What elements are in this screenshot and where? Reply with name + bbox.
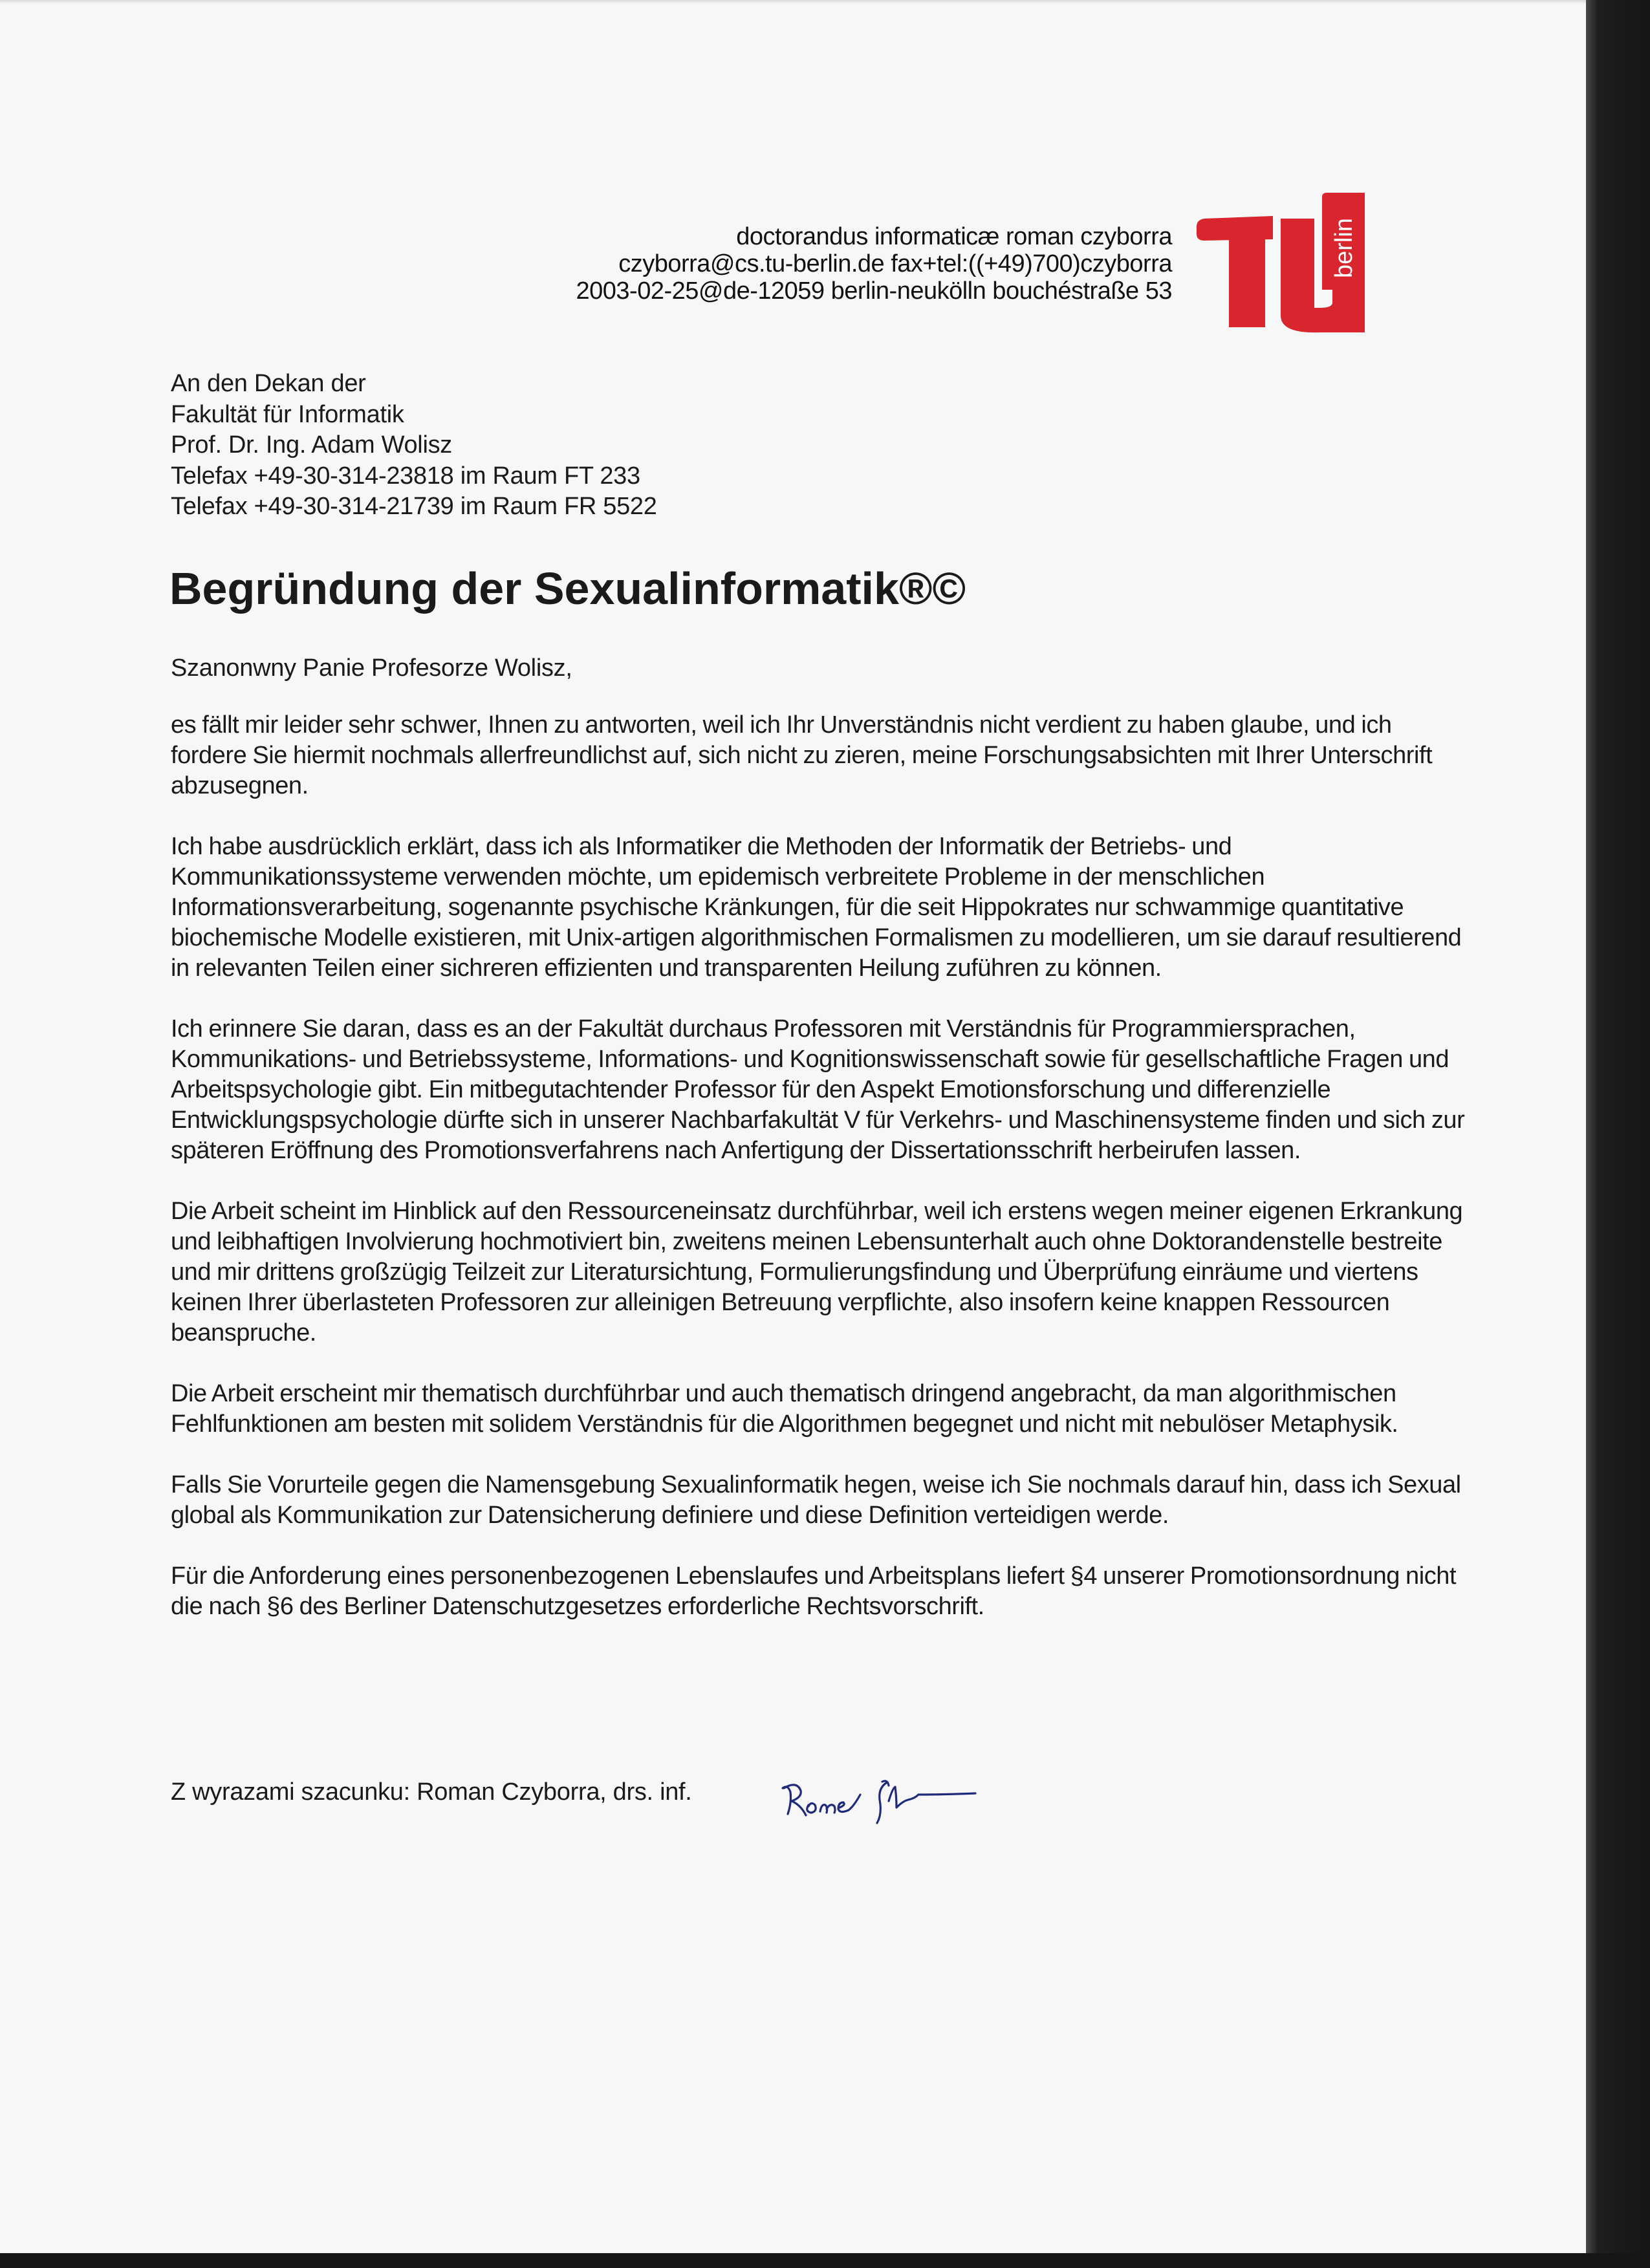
letter-title: Begründung der Sexualinformatik®© [169,563,966,614]
body-paragraph: Die Arbeit scheint im Hinblick auf den Ressourceneinsatz durchführbar, weil ich erstens wegen meiner eigenen Erkrankung und leibhaftigen Involvierung hochmotiviert bin, zweitens meinen Lebensunterhalt auch ohne Doktorandenstelle bestreite und mir drittens großzügig Teilzeit zur Literatursichtung, Formulierungsfindung und Überprüfung einräume und viertens keinen Ihrer überlasteten Professoren zur alleinigen Betreuung verpflichte, also insofern keine knappen Ressourcen beanspruche. [171,1198,1463,1346]
handwritten-signature [768,1769,988,1827]
body-paragraph: Ich habe ausdrücklich erklärt, dass ich als Informatiker die Methoden der Informatik der Betriebs- und Kommunikationssysteme verwenden möchte, um epidemisch verbreitete Probleme in der menschlichen Informationsverarbeitung, sogenannte psychische Kränkungen, für die seit Hippokrates nur schwammige quantitative biochemische Modelle existieren, mit Unix-artigen algorithmischen Formalismen zu modellieren, um sie darauf resultierend in relevanten Teilen einer sichreren effizienten und transparenten Heilung zuführen zu können. [171,833,1462,982]
body-paragraph: Die Arbeit erscheint mir thematisch durchführbar und auch thematisch dringend angebracht, da man algorithmischen Fehlfunktionen am besten mit solidem Verständnis für die Algorithmen begegnet und nicht mit nebulöser Metaphysik. [171,1380,1398,1438]
recipient-line: Fakultät für Informatik [171,400,404,428]
recipient-line: Prof. Dr. Ing. Adam Wolisz [171,431,452,459]
closing-line: Z wyrazami szacunku: Roman Czyborra, drs. inf. [171,1778,692,1806]
body-paragraph: es fällt mir leider sehr schwer, Ihnen zu antworten, weil ich Ihr Unverständnis nicht verdient zu haben glaube, und ich fordere Sie hiermit nochmals allerfreundlichst auf, sich nicht zu zieren, meine Forschungsabsichten mit Ihrer Unterschrift abzusegnen. [171,711,1433,799]
sender-line-2: czyborra@cs.tu-berlin.de fax+tel:((+49)700)czyborra [618,250,1172,277]
scan-shadow [0,0,1586,4]
scan-border-right [1586,0,1650,2268]
letter-body [171,710,1471,1652]
logo-berlin-text: berlin [1330,218,1358,278]
sender-line-1: doctorandus informaticæ roman czyborra [736,223,1172,250]
tu-berlin-logo [1190,193,1378,334]
body-paragraph: Falls Sie Vorurteile gegen die Namensgebung Sexualinformatik hegen, weise ich Sie nochmals darauf hin, dass ich Sexual global als Kommunikation zur Datensicherung definiere und diese Definition verteidigen werde. [171,1471,1461,1529]
recipient-line: Telefax +49-30-314-23818 im Raum FT 233 [171,462,640,490]
sender-line-3: 2003-02-25@de-12059 berlin-neukölln bouchéstraße 53 [576,277,1172,305]
body-paragraph: Für die Anforderung eines personenbezogenen Lebenslaufes und Arbeitsplans liefert §4 unserer Promotionsordnung nicht die nach §6 des Berliner Datenschutzgesetzes erforderliche Rechtsvorschrift. [171,1562,1457,1620]
salutation: Szanonwny Panie Profesorze Wolisz, [171,654,572,682]
recipient-line: Telefax +49-30-314-21739 im Raum FR 5522 [171,493,657,520]
sender-header [396,223,1172,305]
scan-border-bottom [0,2253,1650,2268]
recipient-line: An den Dekan der [171,370,366,397]
body-paragraph: Ich erinnere Sie daran, dass es an der Fakultät durchaus Professoren mit Verständnis für Programmiersprachen, Kommunikations- und Betriebssysteme, Informations- und Kognitionswissenschaft sowie für gesellschaftliche Fragen und Arbeitspsychologie gibt. Ein mitbegutachtender Professor für den Aspekt Emotionsforschung und differenzielle Entwicklungspsychologie dürfte sich in unserer Nachbarfakultät V für Verkehrs- und Maschinensysteme finden und sich zur späteren Eröffnung des Promotionsverfahrens nach Anfertigung der Dissertationsschrift herbeirufen lassen. [171,1015,1465,1164]
recipient-address [171,369,657,523]
